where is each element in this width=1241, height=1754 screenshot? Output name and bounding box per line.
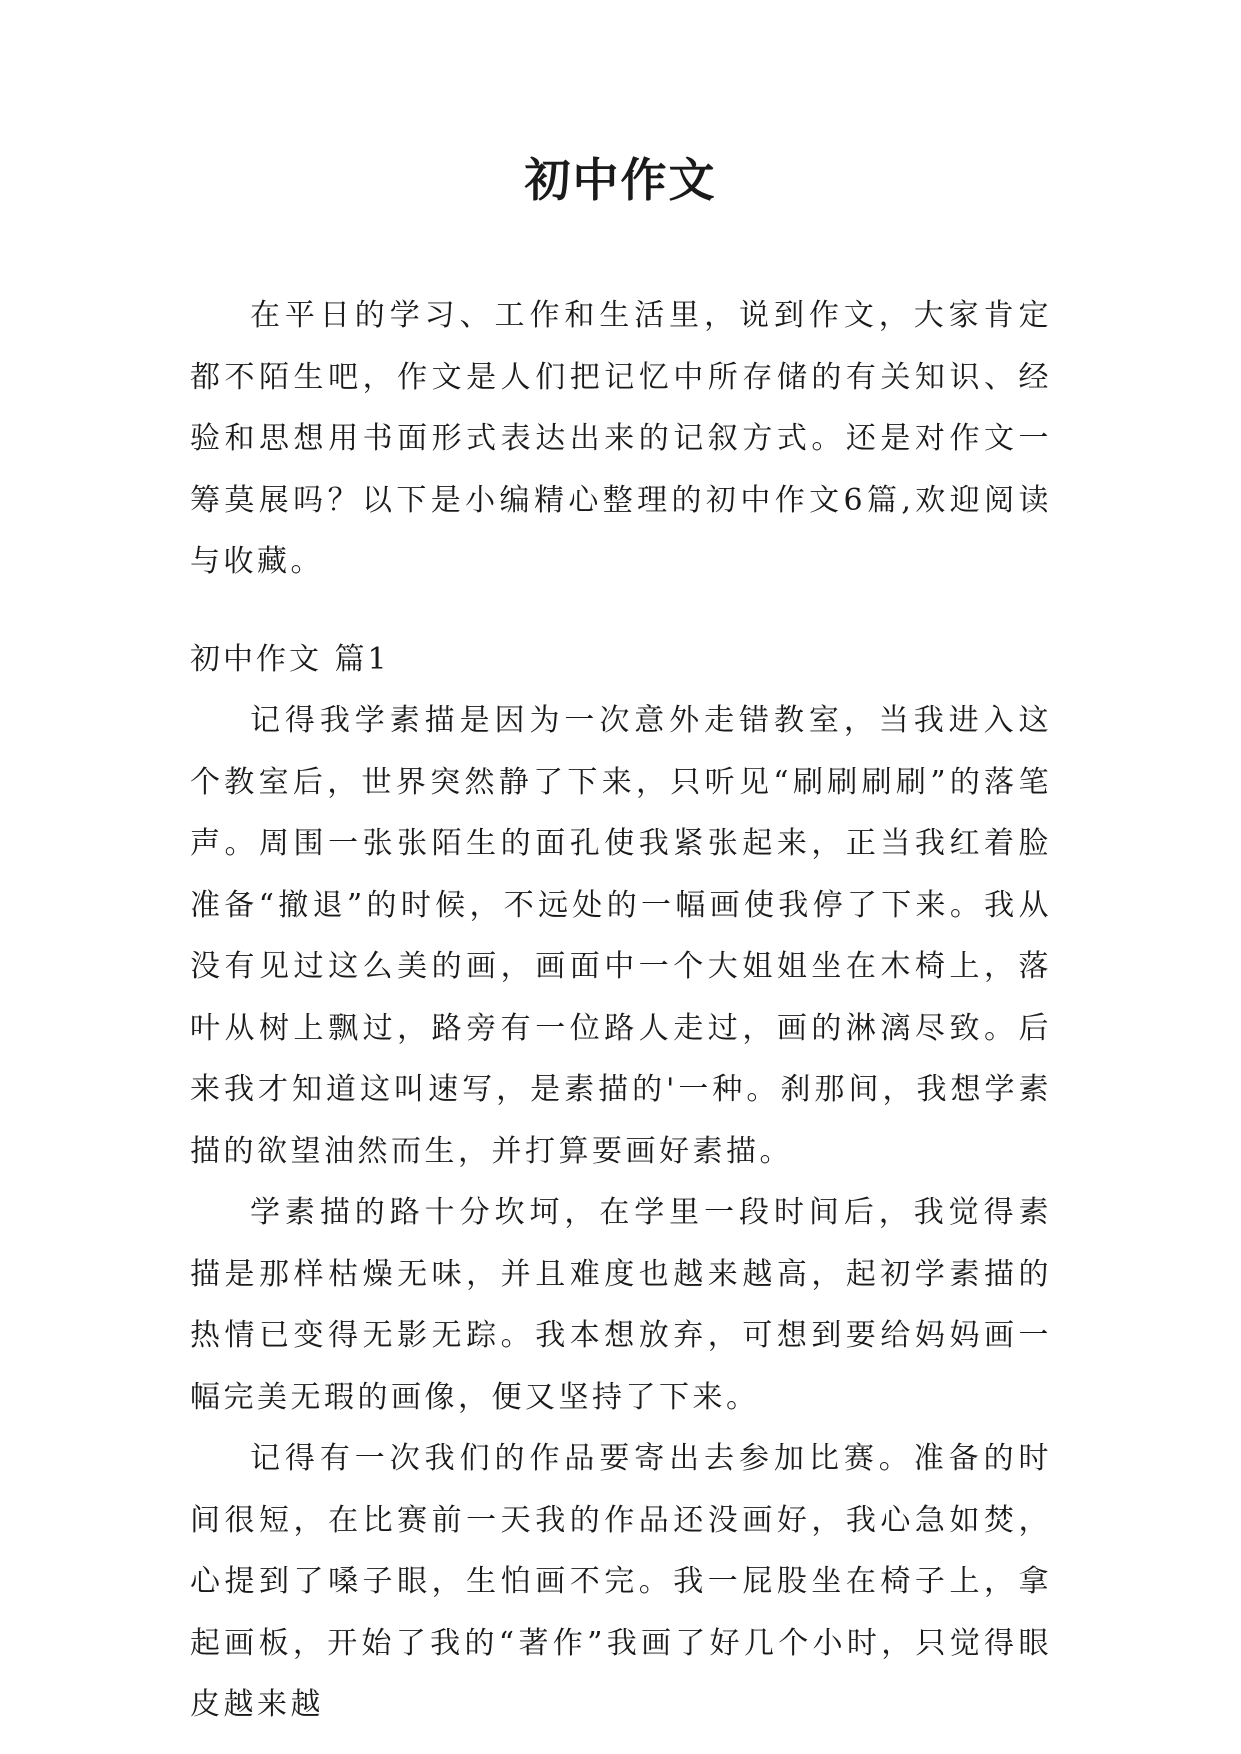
body-paragraph: 记得有一次我们的作品要寄出去参加比赛。准备的时间很短，在比赛前一天我的作品还没画好，我心急如焚，心提到了嗓子眼，生怕画不完。我一屁股坐在椅子上，拿起画板，开始了我的“著作”我画了好几个小时，只觉得眼皮越来越 bbox=[190, 1441, 1052, 1722]
document-body bbox=[190, 285, 1052, 1736]
body-paragraph: 记得我学素描是因为一次意外走错教室，当我进入这个教室后，世界突然静了下来，只听见“刷刷刷刷”的落笔声。周围一张张陌生的面孔使我紧张起来，正当我红着脸准备“撤退”的时候，不远处的一幅画使我停了下来。我从没有见过这么美的画，画面中一个大姐姐坐在木椅上，落叶从树上飘过，路旁有一位路人走过，画的淋漓尽致。后来我才知道这叫速写，是素描的'一种。刹那间，我想学素描的欲望油然而生，并打算要画好素描。 bbox=[190, 703, 1052, 1169]
intro-paragraph: 在平日的学习、工作和生活里，说到作文，大家肯定都不陌生吧，作文是人们把记忆中所存储的有关知识、经验和思想用书面形式表达出来的记叙方式。还是对作文一筹莫展吗？以下是小编精心整理的初中作文6篇,欢迎阅读与收藏。 bbox=[190, 298, 1052, 579]
section-spacer bbox=[190, 593, 1052, 629]
section-heading: 初中作文 篇1 bbox=[190, 641, 390, 677]
body-paragraph: 学素描的路十分坎坷，在学里一段时间后，我觉得素描是那样枯燥无味，并且难度也越来越高，起初学素描的热情已变得无影无踪。我本想放弃，可想到要给妈妈画一幅完美无瑕的画像，便又坚持了下来。 bbox=[190, 1195, 1052, 1415]
document-title: 初中作文 bbox=[524, 153, 717, 207]
